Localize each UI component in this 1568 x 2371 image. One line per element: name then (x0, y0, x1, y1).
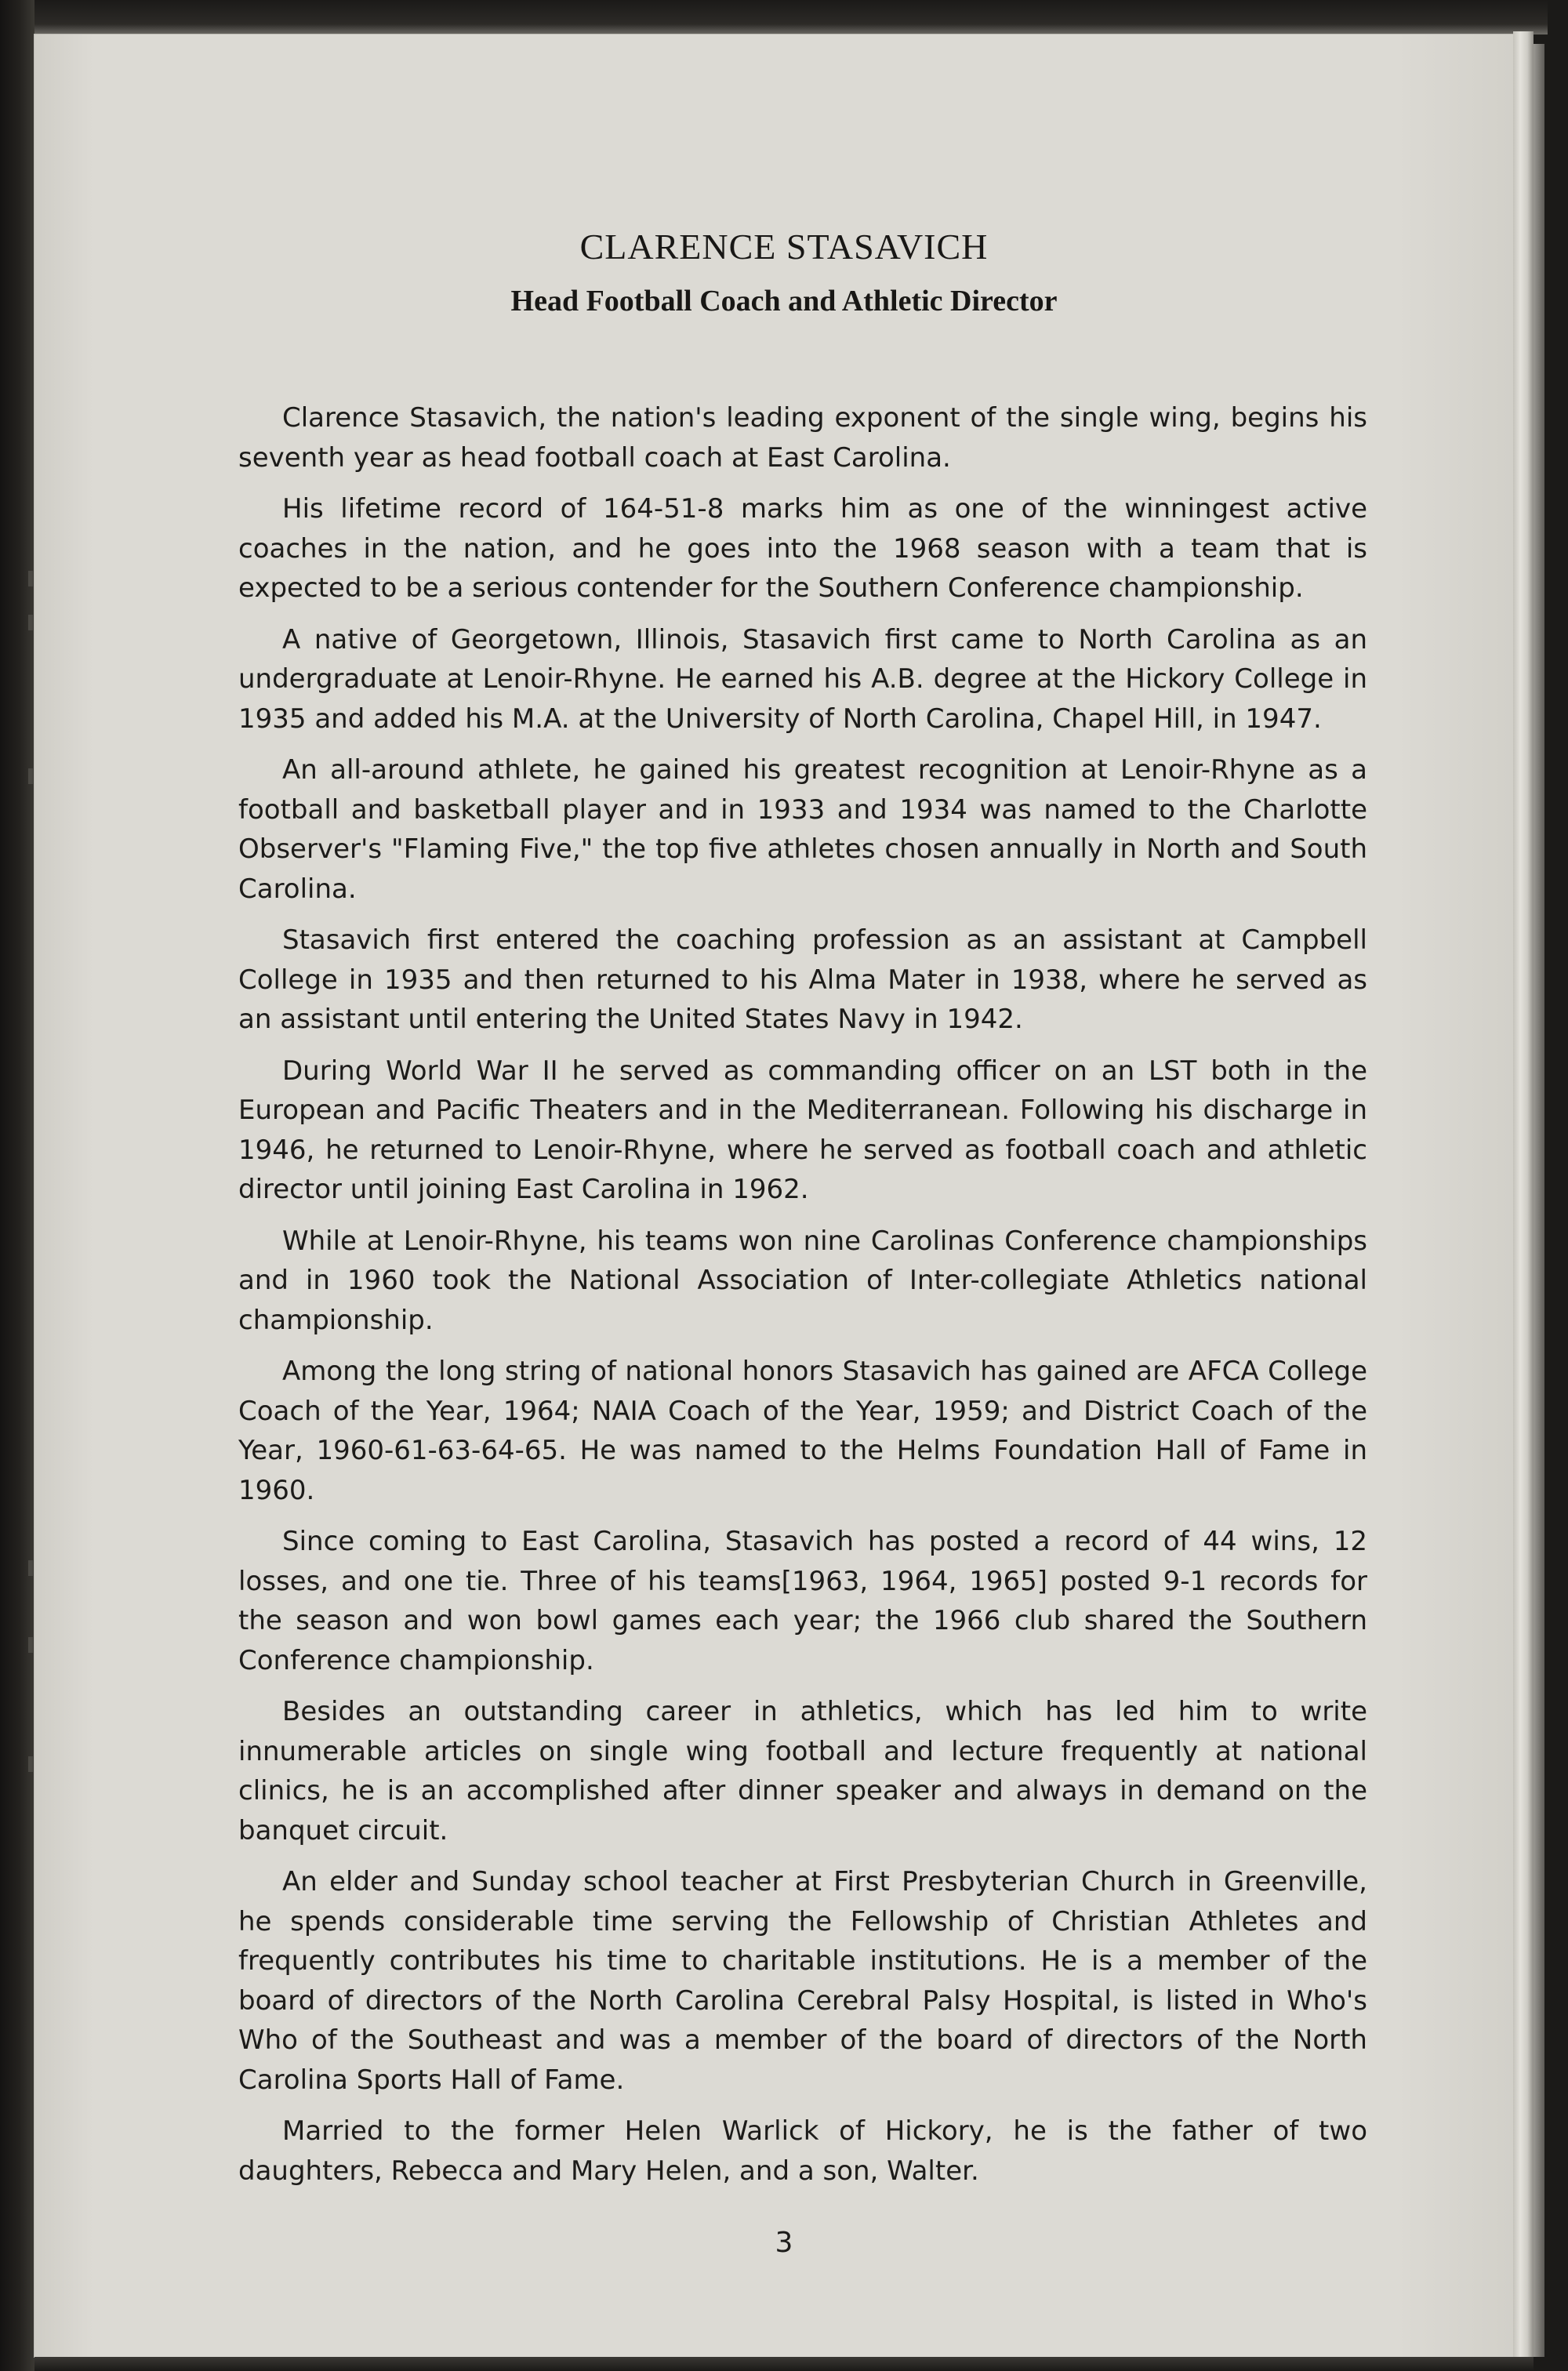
binding-mark (28, 571, 33, 586)
article-body (238, 398, 1367, 2202)
paragraph: Stasavich first entered the coaching profession as an assistant at Campbell College in 1935 and then returned to his Alma Mater in 1938, where he served as an assistant until entering the United States Navy in 1942. (238, 924, 1367, 1035)
page-edge (1513, 31, 1534, 2362)
paragraph: An all-around athlete, he gained his greatest recognition at Lenoir-Rhyne as a football and basketball player and in 1933 and 1934 was named to the Charlotte Observer's "Flaming Five," the top five athletes chosen annually in North and South Carolina. (238, 754, 1367, 905)
binding-mark (28, 1637, 33, 1653)
binding-mark (28, 1560, 33, 1576)
paragraph: During World War II he served as commanding officer on an LST both in the European and Pacific Theaters and in the Mediterranean. Following his discharge in 1946, he returned to Lenoir-Rhyne, where he served as football coach and athletic director until joining East Carolina in 1962. (238, 1055, 1367, 1205)
paragraph: Among the long string of national honors Stasavich has gained are AFCA College Coach of the Year, 1964; NAIA Coach of the Year, 1959; and District Coach of the Year, 1960-61-63-64-65. He was named to the Helms Foundation Hall of Fame in 1960. (238, 1356, 1367, 1506)
binding-mark (28, 615, 33, 630)
page-title: CLARENCE STASAVICH (579, 227, 989, 267)
paragraph: Married to the former Helen Warlick of Hickory, he is the father of two daughters, Rebecca and Mary Helen, and a son, Walter. (238, 2115, 1367, 2187)
page-edge-shadow (1534, 44, 1544, 2357)
paragraph: Besides an outstanding career in athletics, which has led him to write innumerable articles on single wing football and lecture frequently at national clinics, he is an accomplished after dinner speaker and always in demand on the banquet circuit. (238, 1696, 1367, 1846)
paragraph: Clarence Stasavich, the nation's leading exponent of the single wing, begins his seventh year as head football coach at East Carolina. (238, 402, 1367, 474)
paragraph: A native of Georgetown, Illinois, Stasavich first came to North Carolina as an undergraduate at Lenoir-Rhyne. He earned his A.B. degree at the Hickory College in 1935 and added his M.A. at the University of North Carolina, Chapel Hill, in 1947. (238, 623, 1367, 735)
page-number: 3 (775, 2227, 793, 2259)
bottom-shadow (34, 2357, 1534, 2371)
paragraph: An elder and Sunday school teacher at First Presbyterian Church in Greenville, he spends considerable time serving the Fellowship of Christian Athletes and frequently contributes his time to charitable institutions. He is a member of the board of directors of the North Carolina Cerebral Palsy Hospital, is listed in Who's Who of the Southeast and was a member of the board of directors of the North Carolina Sports Hall of Fame. (238, 1866, 1367, 2096)
paragraph: While at Lenoir-Rhyne, his teams won nine Carolinas Conference championships and in 1960 took the National Association of Inter-collegiate Athletics national championship. (238, 1225, 1367, 1336)
binding-edge (0, 0, 34, 2371)
page-subtitle: Head Football Coach and Athletic Director (510, 285, 1058, 318)
binding-mark (28, 1756, 33, 1772)
paragraph: His lifetime record of 164-51-8 marks him as one of the winningest active coaches in the nation, and he goes into the 1968 season with a team that is expected to be a serious contender for the Southern Conference championship. (238, 493, 1367, 604)
paragraph: Since coming to East Carolina, Stasavich has posted a record of 44 wins, 12 losses, and one tie. Three of his teams[1963, 1964, 1965] posted 9-1 records for the season and won bowl games each year; the 1966 club shared the Southern Conference championship. (238, 1526, 1367, 1676)
binding-mark (28, 768, 33, 784)
top-shadow (34, 0, 1548, 34)
